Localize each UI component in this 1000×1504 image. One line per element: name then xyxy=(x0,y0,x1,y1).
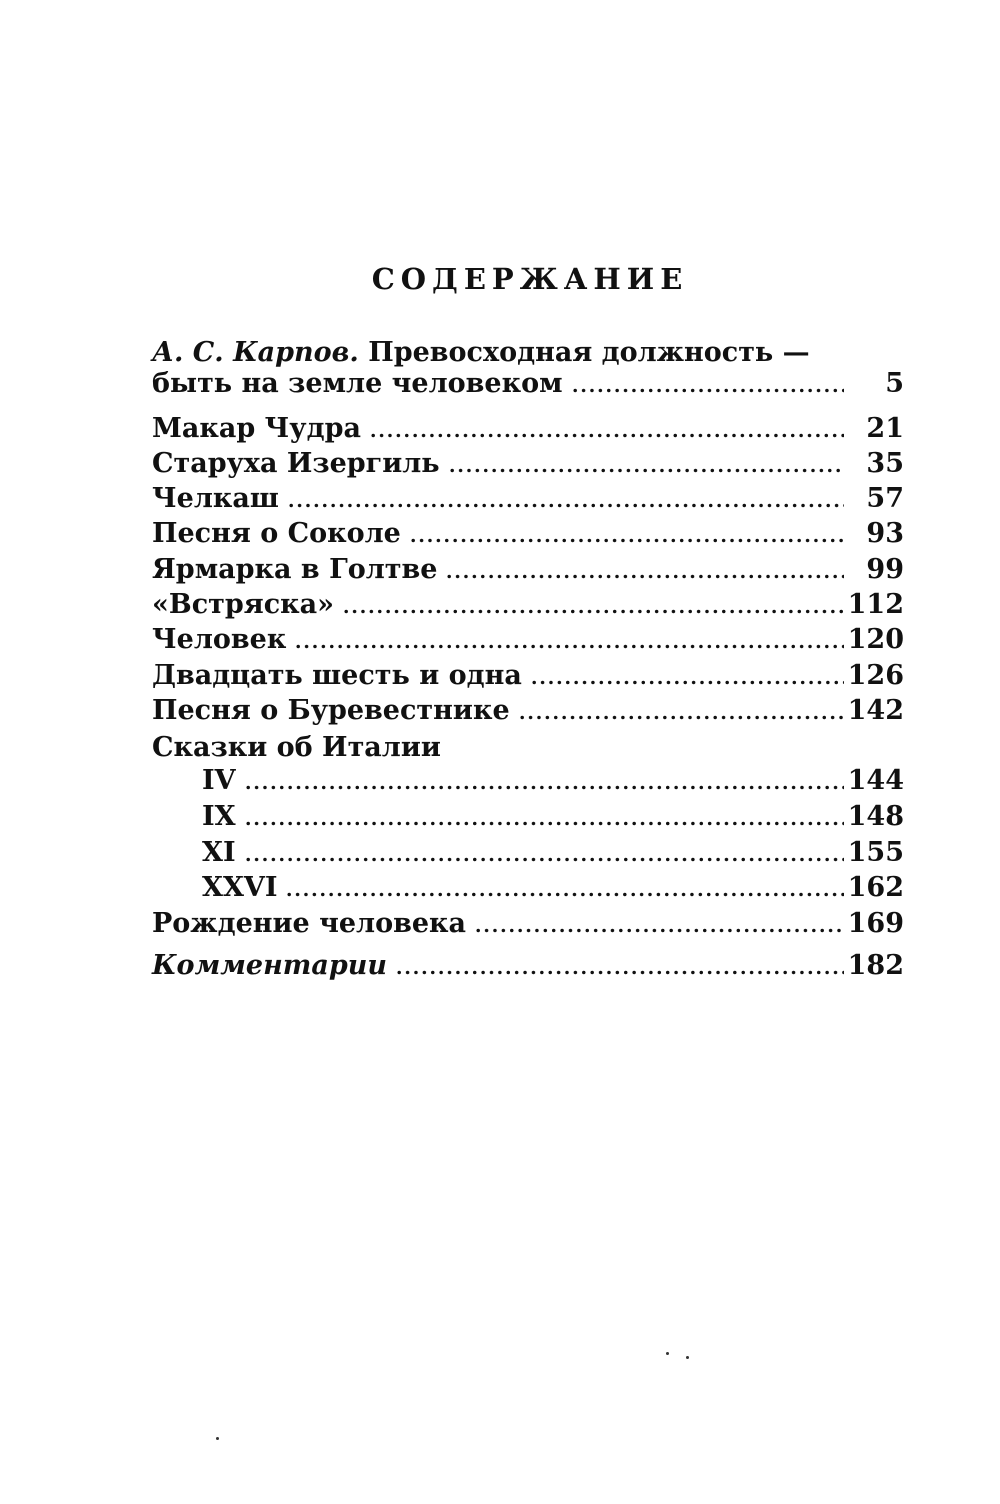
toc-subentry xyxy=(202,837,904,869)
toc-subentry xyxy=(202,872,904,904)
toc-entry-text: Двадцать шесть и одна xyxy=(152,660,522,691)
toc-page-number: 57 xyxy=(866,483,904,514)
toc-entry-text: Челкаш xyxy=(152,483,279,514)
toc-entry-text: Песня о Соколе xyxy=(152,518,401,549)
toc-entry-text: Рождение человека xyxy=(152,908,467,939)
toc-entry-intro-line1 xyxy=(152,337,904,369)
toc-entry-text: Макар Чудра xyxy=(152,413,361,444)
print-speck xyxy=(666,1352,669,1355)
toc-entry-text: XI xyxy=(202,837,236,868)
dot-leader xyxy=(287,503,844,508)
toc-entry-text: быть на земле человеком xyxy=(152,368,563,399)
toc-page-number: 112 xyxy=(847,589,904,620)
toc-page-number: 35 xyxy=(866,448,904,479)
page-title: СОДЕРЖАНИЕ xyxy=(371,262,689,296)
toc-entry-text: Человек xyxy=(152,624,287,655)
toc-section-heading xyxy=(152,732,904,764)
toc-entry-text: Песня о Буревестнике xyxy=(152,695,510,726)
toc-entry xyxy=(152,554,904,586)
print-speck xyxy=(216,1437,219,1440)
dot-leader xyxy=(474,928,844,933)
toc-entry xyxy=(152,695,904,727)
toc-page-number: 169 xyxy=(847,908,904,939)
toc-entry-text: IX xyxy=(202,801,236,832)
dot-leader xyxy=(342,609,844,614)
dot-leader xyxy=(530,680,844,685)
dot-leader xyxy=(571,388,844,393)
toc-entry xyxy=(152,660,904,692)
toc-entry xyxy=(152,518,904,550)
dot-leader xyxy=(294,644,844,649)
toc-entry-intro-line2 xyxy=(152,368,904,400)
toc-page-number: 5 xyxy=(885,368,904,399)
toc-page-number: 155 xyxy=(847,837,904,868)
dot-leader xyxy=(244,821,844,826)
toc-entry-author: А. С. Карпов. xyxy=(152,337,359,368)
toc-entry-text: «Встряска» xyxy=(152,589,334,620)
toc-page-number: 120 xyxy=(847,624,904,655)
toc-entry xyxy=(152,483,904,515)
toc-entry-text: IV xyxy=(202,765,236,796)
dot-leader xyxy=(244,785,844,790)
toc-entry xyxy=(152,413,904,445)
toc-page-number: 99 xyxy=(866,554,904,585)
toc-page-number: 182 xyxy=(847,950,904,981)
print-speck xyxy=(686,1356,689,1359)
dot-leader xyxy=(285,892,844,897)
toc-page-number: 142 xyxy=(847,695,904,726)
toc-page-number: 93 xyxy=(866,518,904,549)
toc-entry-text: А. С. Карпов. Превосходная должность — xyxy=(152,337,810,368)
dot-leader xyxy=(445,574,844,579)
toc-entry-text: Комментарии xyxy=(152,950,387,981)
toc-entry-text: Старуха Изергиль xyxy=(152,448,440,479)
toc-entry-text: Ярмарка в Голтве xyxy=(152,554,438,585)
toc-subentry xyxy=(202,801,904,833)
toc-page-number: 148 xyxy=(847,801,904,832)
toc-page-number: 126 xyxy=(847,660,904,691)
dot-leader xyxy=(448,468,844,473)
toc-page-number: 21 xyxy=(866,413,904,444)
dot-leader xyxy=(369,433,844,438)
toc-entry xyxy=(152,448,904,480)
toc-entry xyxy=(152,624,904,656)
dot-leader xyxy=(409,538,844,543)
toc-entry-text: XXVI xyxy=(202,872,278,903)
toc-entry xyxy=(152,589,904,621)
toc-subentry xyxy=(202,765,904,797)
dot-leader xyxy=(518,715,844,720)
dot-leader xyxy=(244,857,844,862)
toc-entry xyxy=(152,908,904,940)
toc-page-number: 144 xyxy=(847,765,904,796)
toc-entry-text: Сказки об Италии xyxy=(152,732,441,763)
toc-page-number: 162 xyxy=(847,872,904,903)
dot-leader xyxy=(395,970,844,975)
toc-entry-commentary xyxy=(152,950,904,982)
